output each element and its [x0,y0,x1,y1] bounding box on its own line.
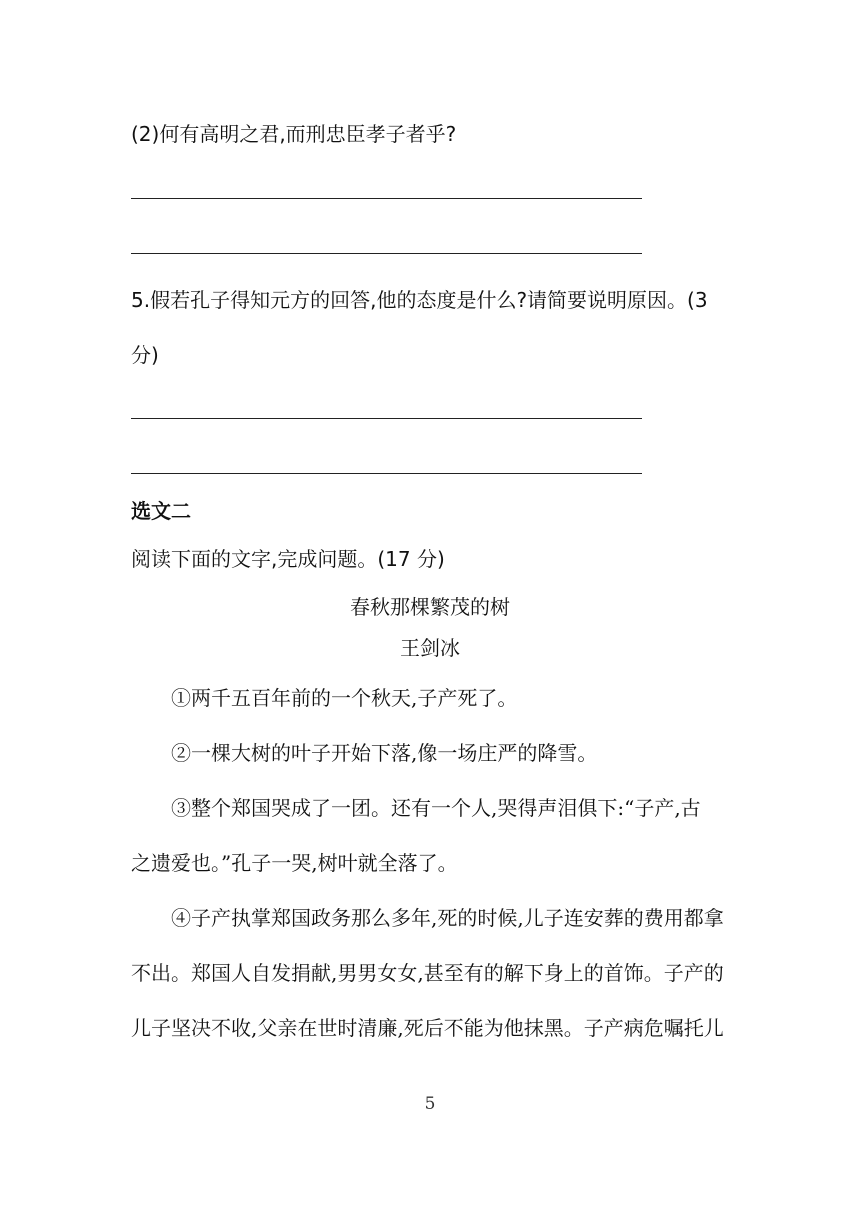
article-author: 王剑冰 [400,636,460,660]
reading-instruction: 阅读下面的文字,完成问题。(17 分) [131,547,445,571]
answer-line [131,418,642,419]
article-paragraph-3-line1: ③整个郑国哭成了一团。还有一个人,哭得声泪俱下:“子产,古 [171,796,701,820]
article-title: 春秋那棵繁茂的树 [350,595,510,619]
question-5-text-line2: 分) [131,343,159,367]
article-paragraph-4-line3: 儿子坚决不收,父亲在世时清廉,死后不能为他抹黑。子产病危嘱托儿 [131,1016,724,1040]
article-paragraph-3-line2: 之遗爱也。”孔子一哭,树叶就全落了。 [131,851,458,875]
article-paragraph-2: ②一棵大树的叶子开始下落,像一场庄严的降雪。 [171,741,598,765]
question-4-2-text: (2)何有高明之君,而刑忠臣孝子者乎? [131,122,457,146]
page-number: 5 [424,1094,436,1114]
section-heading: 选文二 [131,499,191,523]
answer-line [131,473,642,474]
answer-line [131,253,642,254]
question-5-text-line1: 5.假若孔子得知元方的回答,他的态度是什么?请简要说明原因。(3 [131,288,708,312]
article-paragraph-4-line1: ④子产执掌郑国政务那么多年,死的时候,儿子连安葬的费用都拿 [171,906,724,930]
answer-line [131,198,642,199]
article-paragraph-1: ①两千五百年前的一个秋天,子产死了。 [171,686,518,710]
article-paragraph-4-line2: 不出。郑国人自发捐献,男男女女,甚至有的解下身上的首饰。子产的 [131,961,724,985]
